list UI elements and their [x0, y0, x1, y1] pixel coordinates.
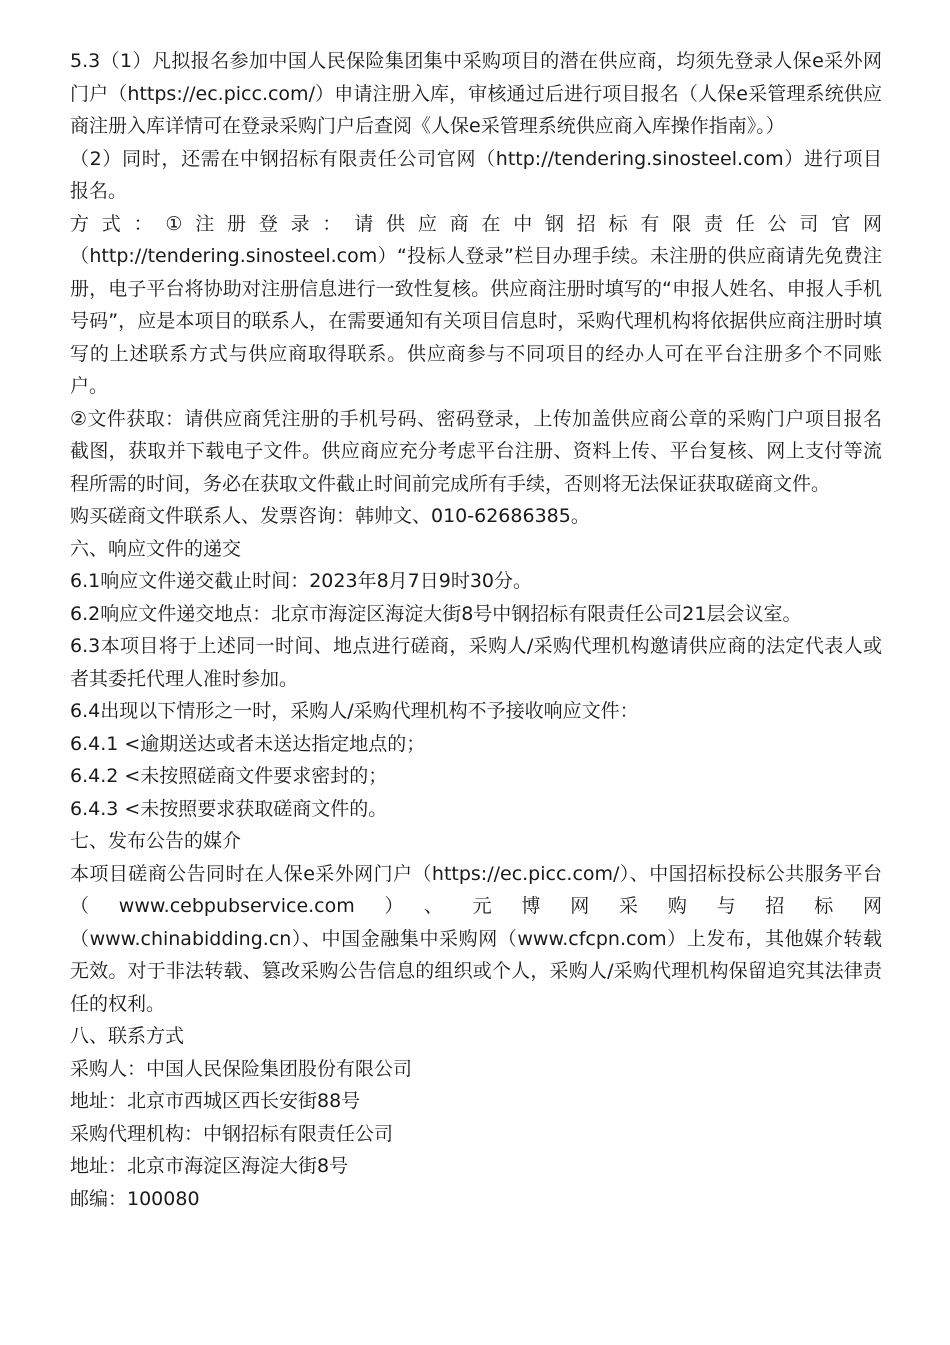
- paragraph-negotiation-attendance: 6.3本项目将于上述同一时间、地点进行磋商，采购人/采购代理机构邀请供应商的法定代表人或者其委托代理人准时参加。: [70, 635, 882, 690]
- paragraph-registration-picc: 5.3（1）凡拟报名参加中国人民保险集团集中采购项目的潜在供应商，均须先登录人保e采外网门户（https://ec.picc.com/）申请注册入库，审核通过后进行项目报名（人保e采管理系统供应商注册入库详情可在登录采购门户后查阅《人保e采管理系统供应商入库操作指南》。）: [70, 50, 882, 137]
- contact-agency-address: 地址：北京市海淀区海淀大街8号: [70, 1155, 349, 1177]
- paragraph-submission-deadline: 6.1响应文件递交截止时间：2023年8月7日9时30分。: [70, 570, 533, 592]
- document-page: [70, 45, 882, 1215]
- paragraph-file-acquisition: ②文件获取：请供应商凭注册的手机号码、密码登录，上传加盖供应商公章的采购门户项目报名截图，获取并下载电子文件。供应商应充分考虑平台注册、资料上传、平台复核、网上支付等流程所需的时间，务必在获取文件截止时间前完成所有手续，否则将无法保证获取磋商文件。: [70, 407, 882, 495]
- paragraph-rejection-conditions: 6.4出现以下情形之一时，采购人/采购代理机构不予接收响应文件：: [70, 700, 639, 722]
- paragraph-media-statement: （www.chinabidding.cn）、中国金融集中采购网（www.cfcpn.com）上发布，其他媒介转载无效。对于非法转载、篡改采购公告信息的组织或个人，采购人/采购代理机构保留追究其法律责任的权利。: [70, 927, 882, 1015]
- paragraph-submission-location: 6.2响应文件递交地点：北京市海淀区海淀大街8号中钢招标有限责任公司21层会议室。: [70, 602, 802, 625]
- list-item-rejection-2: 6.4.2 <未按照磋商文件要求密封的；: [70, 765, 388, 787]
- section-heading-submission: 六、响应文件的递交: [70, 537, 242, 560]
- section-heading-media: 七、发布公告的媒介: [70, 830, 242, 852]
- contact-purchaser: 采购人：中国人民保险集团股份有限公司: [70, 1057, 413, 1080]
- paragraph-media-list: 本项目磋商公告同时在人保e采外网门户（https://ec.picc.com/）、中国招标投标公共服务平台（www.cebpubservice.com）、元博网采购与招标网: [70, 862, 882, 917]
- contact-agency: 采购代理机构：中钢招标有限责任公司: [70, 1122, 394, 1145]
- list-item-rejection-1: 6.4.1 <逾期送达或者未送达指定地点的；: [70, 732, 426, 755]
- paragraph-method-register-heading: 方式：①注册登录：请供应商在中钢招标有限责任公司官网: [70, 212, 882, 235]
- paragraph-method-register-detail: （http://tendering.sinosteel.com）“投标人登录”栏目办理手续。未注册的供应商请先免费注册，电子平台将协助对注册信息进行一致性复核。供应商注册时填写的“申报人姓名、申报人手机号码”，应是本项目的联系人，在需要通知有关项目信息时，采购代理机构将依据供应商注册时填写的上述联系方式与供应商取得联系。供应商参与不同项目的经办人可在平台注册多个不同账户。: [70, 245, 882, 397]
- paragraph-purchase-contact: 购买磋商文件联系人、发票咨询：韩帅文、010-62686385。: [70, 505, 590, 527]
- list-item-rejection-3: 6.4.3 <未按照要求获取磋商文件的。: [70, 797, 388, 820]
- contact-postcode: 邮编：100080: [70, 1187, 200, 1210]
- section-heading-contact: 八、联系方式: [70, 1025, 185, 1047]
- contact-purchaser-address: 地址：北京市西城区西长安街88号: [70, 1090, 361, 1112]
- paragraph-registration-sinosteel: （2）同时，还需在中钢招标有限责任公司官网（http://tendering.sinosteel.com）进行项目报名。: [70, 147, 882, 202]
